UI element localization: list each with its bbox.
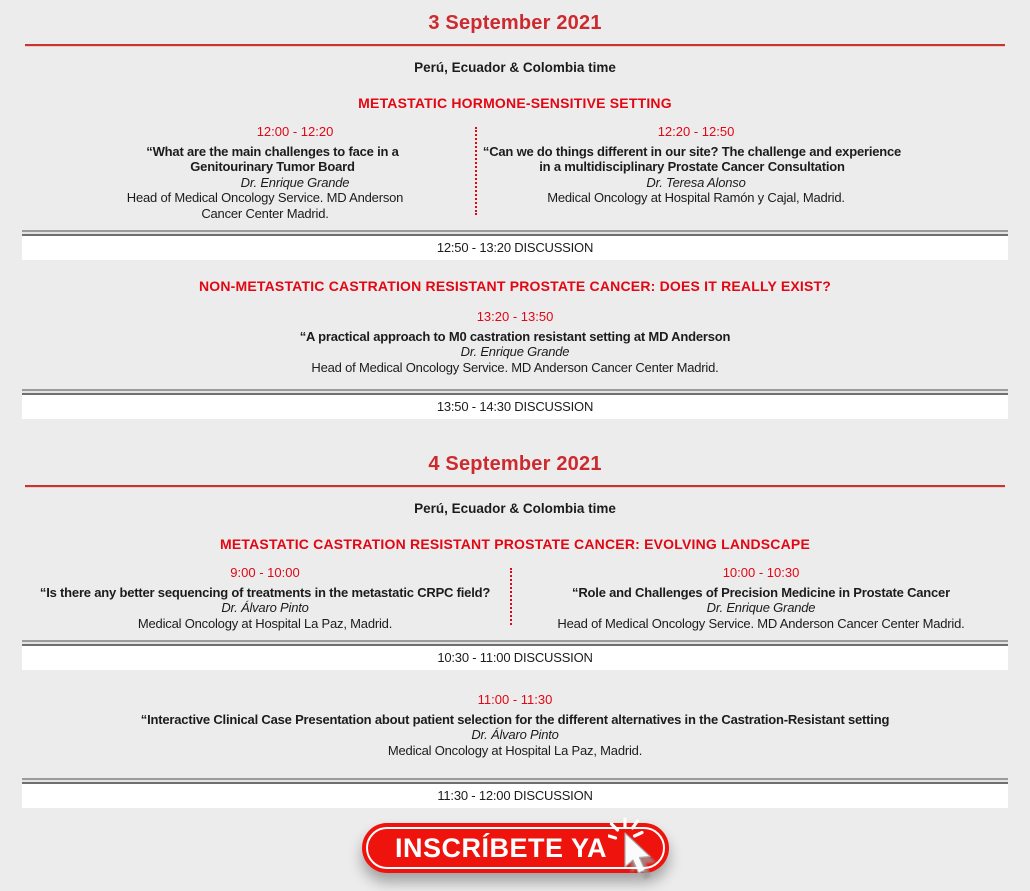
register-button[interactable] <box>362 823 669 873</box>
session-time: 12:20 - 12:50 <box>657 124 735 139</box>
session-row <box>115 124 915 221</box>
session-row <box>20 565 1010 631</box>
discussion-bar <box>22 389 1008 419</box>
day-agenda-2 <box>0 453 1030 808</box>
session-time: 9:00 - 10:00 <box>230 565 300 580</box>
click-rays-icon <box>609 819 642 838</box>
session-block <box>0 309 1030 375</box>
session-time: 10:00 - 10:30 <box>722 565 800 580</box>
session-block <box>477 124 915 206</box>
session-affiliation: Medical Oncology at Hospital Ramón y Cajal, Madrid. <box>547 190 845 205</box>
section-header: NON-METASTATIC CASTRATION RESISTANT PROSTATE CANCER: DOES IT REALLY EXIST? <box>198 278 832 294</box>
session-affiliation: Head of Medical Oncology Service. MD Anderson Cancer Center Madrid. <box>126 190 404 221</box>
session-affiliation: Head of Medical Oncology Service. MD Anderson Cancer Center Madrid. <box>557 615 965 631</box>
session-affiliation: Medical Oncology at Hospital La Paz, Madrid. <box>137 615 393 631</box>
session-speaker: Dr. Enrique Grande <box>706 600 816 615</box>
session-time: 11:00 - 11:30 <box>477 692 553 707</box>
session-title: “Role and Challenges of Precision Medicine in Prostate Cancer <box>572 584 950 600</box>
timezone-label: Perú, Ecuador & Colombia time <box>414 60 616 75</box>
discussion-label: 10:30 - 11:00 DISCUSSION <box>22 646 1008 670</box>
session-block <box>0 692 1030 758</box>
cursor-arrow-icon <box>625 833 650 873</box>
session-block <box>115 124 475 221</box>
session-speaker: Dr. Enrique Grande <box>240 174 350 190</box>
session-speaker: Dr. Álvaro Pinto <box>221 600 309 615</box>
session-title: “Is there any better sequencing of treatments in the metastatic CRPC field? <box>39 584 491 600</box>
day-agenda-1 <box>0 12 1030 419</box>
session-block <box>512 565 1010 631</box>
discussion-label: 13:50 - 14:30 DISCUSSION <box>22 395 1008 419</box>
date-heading: 4 September 2021 <box>428 453 602 475</box>
session-speaker: Dr. Álvaro Pinto <box>471 727 559 742</box>
section-header: METASTATIC CASTRATION RESISTANT PROSTATE CANCER: EVOLVING LANDSCAPE <box>220 536 810 552</box>
discussion-bar <box>22 230 1008 260</box>
session-title: “A practical approach to M0 castration resistant setting at MD Anderson <box>299 328 731 344</box>
session-title: “What are the main challenges to face in a Genitourinary Tumor Board <box>146 143 399 174</box>
session-title: “Interactive Clinical Case Presentation about patient selection for the different alternatives in the Castration-Resistant setting <box>140 711 890 727</box>
section-header: METASTATIC HORMONE-SENSITIVE SETTING <box>358 95 672 111</box>
date-rule <box>25 44 1005 47</box>
session-affiliation: Head of Medical Oncology Service. MD Anderson Cancer Center Madrid. <box>311 359 719 375</box>
session-speaker: Dr. Teresa Alonso <box>646 174 746 190</box>
date-rule <box>25 485 1005 488</box>
discussion-bar <box>22 640 1008 670</box>
register-button-label: INSCRÍBETE YA <box>394 832 608 863</box>
timezone-label: Perú, Ecuador & Colombia time <box>414 501 616 516</box>
session-block <box>20 565 510 631</box>
discussion-label: 12:50 - 13:20 DISCUSSION <box>22 236 1008 260</box>
discussion-label: 11:30 - 12:00 DISCUSSION <box>22 784 1008 808</box>
session-time: 12:00 - 12:20 <box>256 124 334 139</box>
session-affiliation: Medical Oncology at Hospital La Paz, Madrid. <box>387 742 643 758</box>
section-spacer <box>0 419 1030 453</box>
session-time: 13:20 - 13:50 <box>476 309 554 324</box>
session-speaker: Dr. Enrique Grande <box>460 344 570 359</box>
date-heading: 3 September 2021 <box>428 12 602 34</box>
session-title: “Can we do things different in our site? The challenge and experience in a multidisciplinary Prostate Cancer Consultation <box>482 143 902 174</box>
discussion-bar <box>22 778 1008 808</box>
